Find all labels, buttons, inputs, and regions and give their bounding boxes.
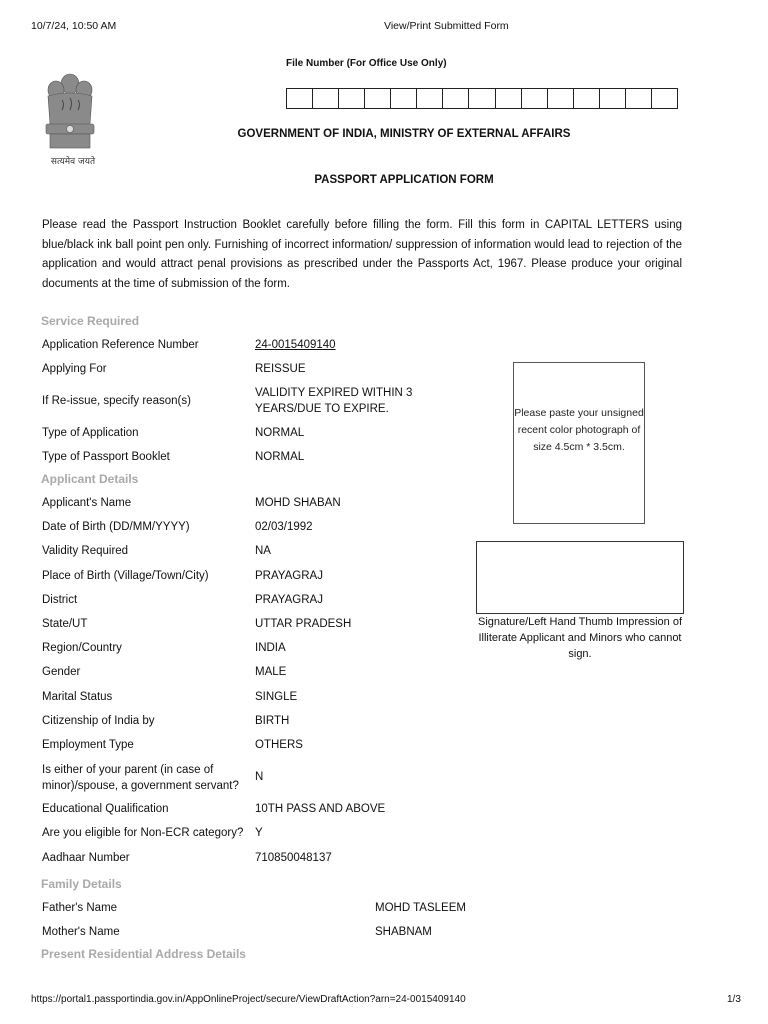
field-label: Mother's Name xyxy=(42,926,120,938)
signature-instructions: Signature/Left Hand Thumb Impression of Illiterate Applicant and Minors who cannot sign. xyxy=(477,616,683,660)
field-label: Are you eligible for Non-ECR category? xyxy=(42,827,244,839)
form-title: PASSPORT APPLICATION FORM xyxy=(314,174,494,186)
field-value: 24-0015409140 xyxy=(255,339,336,351)
field-label: Educational Qualification xyxy=(42,803,169,815)
file-number-label: File Number (For Office Use Only) xyxy=(286,58,447,69)
field-value: SHABNAM xyxy=(375,926,432,938)
field-label: District xyxy=(42,594,78,606)
file-number-cell xyxy=(443,89,469,108)
file-number-cell xyxy=(365,89,391,108)
field-value: SINGLE xyxy=(255,691,298,703)
field-value: 710850048137 xyxy=(255,852,332,864)
field-value: 02/03/1992 xyxy=(255,521,313,533)
field-label: Aadhaar Number xyxy=(42,852,130,864)
file-number-boxes xyxy=(286,88,678,109)
field-label: Applying For xyxy=(42,363,107,375)
instructions-paragraph: Please read the Passport Instruction Booklet carefully before filling the form. Fill this form in CAPITAL LETTERS using blue/black ink ball point pen only. Furnishing of incorrect information/ suppression of information would lead to rejection of the application and would attract penal provisions as prescribed under the Passports Act, 1967. Please produce your original documents at the time of submission of the form. xyxy=(42,219,682,290)
field-value: Y xyxy=(255,827,263,839)
section-heading-service: Service Required xyxy=(41,314,140,328)
field-label: Type of Application xyxy=(42,427,139,439)
photo-instructions: Please paste your unsigned recent color photograph of size 4.5cm * 3.5cm. xyxy=(514,407,644,453)
field-value: REISSUE xyxy=(255,363,306,375)
section-heading-applicant: Applicant Details xyxy=(41,472,139,486)
file-number-cell xyxy=(469,89,495,108)
field-label: Application Reference Number xyxy=(42,339,199,351)
field-label: State/UT xyxy=(42,618,88,630)
print-page-number: 1/3 xyxy=(727,994,741,1005)
field-label: Type of Passport Booklet xyxy=(42,451,170,463)
field-value: NORMAL xyxy=(255,451,305,463)
section-heading-address: Present Residential Address Details xyxy=(41,947,246,961)
field-value: 10TH PASS AND ABOVE xyxy=(255,803,386,815)
field-label: Applicant's Name xyxy=(42,497,132,509)
field-value: NA xyxy=(255,545,271,557)
field-value: NORMAL xyxy=(255,427,305,439)
field-value: UTTAR PRADESH xyxy=(255,618,352,630)
file-number-cell xyxy=(574,89,600,108)
field-label: Place of Birth (Village/Town/City) xyxy=(42,570,209,582)
field-value: OTHERS xyxy=(255,739,303,751)
field-label: If Re-issue, specify reason(s) xyxy=(42,395,191,407)
government-title: GOVERNMENT OF INDIA, MINISTRY OF EXTERNAL AFFAIRS xyxy=(237,128,571,140)
field-value: MOHD TASLEEM xyxy=(375,902,466,914)
field-value: MALE xyxy=(255,666,287,678)
field-label: Region/Country xyxy=(42,642,122,654)
field-label: Gender xyxy=(42,666,81,678)
file-number-cell xyxy=(417,89,443,108)
print-footer-url: https://portal1.passportindia.gov.in/AppOnlineProject/secure/ViewDraftAction?arn=24-0015409140 xyxy=(31,994,466,1005)
file-number-cell xyxy=(287,89,313,108)
field-label: Date of Birth (DD/MM/YYYY) xyxy=(42,521,190,533)
print-page-title: View/Print Submitted Form xyxy=(384,20,509,32)
file-number-cell xyxy=(548,89,574,108)
field-label: Employment Type xyxy=(42,739,134,751)
field-label: Marital Status xyxy=(42,691,113,703)
file-number-cell xyxy=(600,89,626,108)
field-value: VALIDITY EXPIRED WITHIN 3 YEARS/DUE TO EXPIRE. xyxy=(255,387,413,415)
emblem-motto: सत्यमेव जयते xyxy=(50,157,96,167)
file-number-cell xyxy=(391,89,417,108)
field-value: INDIA xyxy=(255,642,286,654)
file-number-cell xyxy=(496,89,522,108)
field-label: Father's Name xyxy=(42,902,118,914)
field-label: Citizenship of India by xyxy=(42,715,155,727)
file-number-cell xyxy=(339,89,365,108)
signature-box xyxy=(476,541,684,614)
file-number-cell xyxy=(313,89,339,108)
file-number-cell xyxy=(652,89,677,108)
print-datetime: 10/7/24, 10:50 AM xyxy=(31,20,117,32)
field-label: Validity Required xyxy=(42,545,129,557)
field-value: PRAYAGRAJ xyxy=(255,570,323,582)
field-value: MOHD SHABAN xyxy=(255,497,341,509)
field-value: PRAYAGRAJ xyxy=(255,594,323,606)
field-label: Is either of your parent (in case of minor)/spouse, a government servant? xyxy=(42,764,239,792)
file-number-cell xyxy=(522,89,548,108)
file-number-cell xyxy=(626,89,652,108)
field-value: N xyxy=(255,771,264,783)
section-heading-family: Family Details xyxy=(41,877,122,891)
field-value: BIRTH xyxy=(255,715,290,727)
